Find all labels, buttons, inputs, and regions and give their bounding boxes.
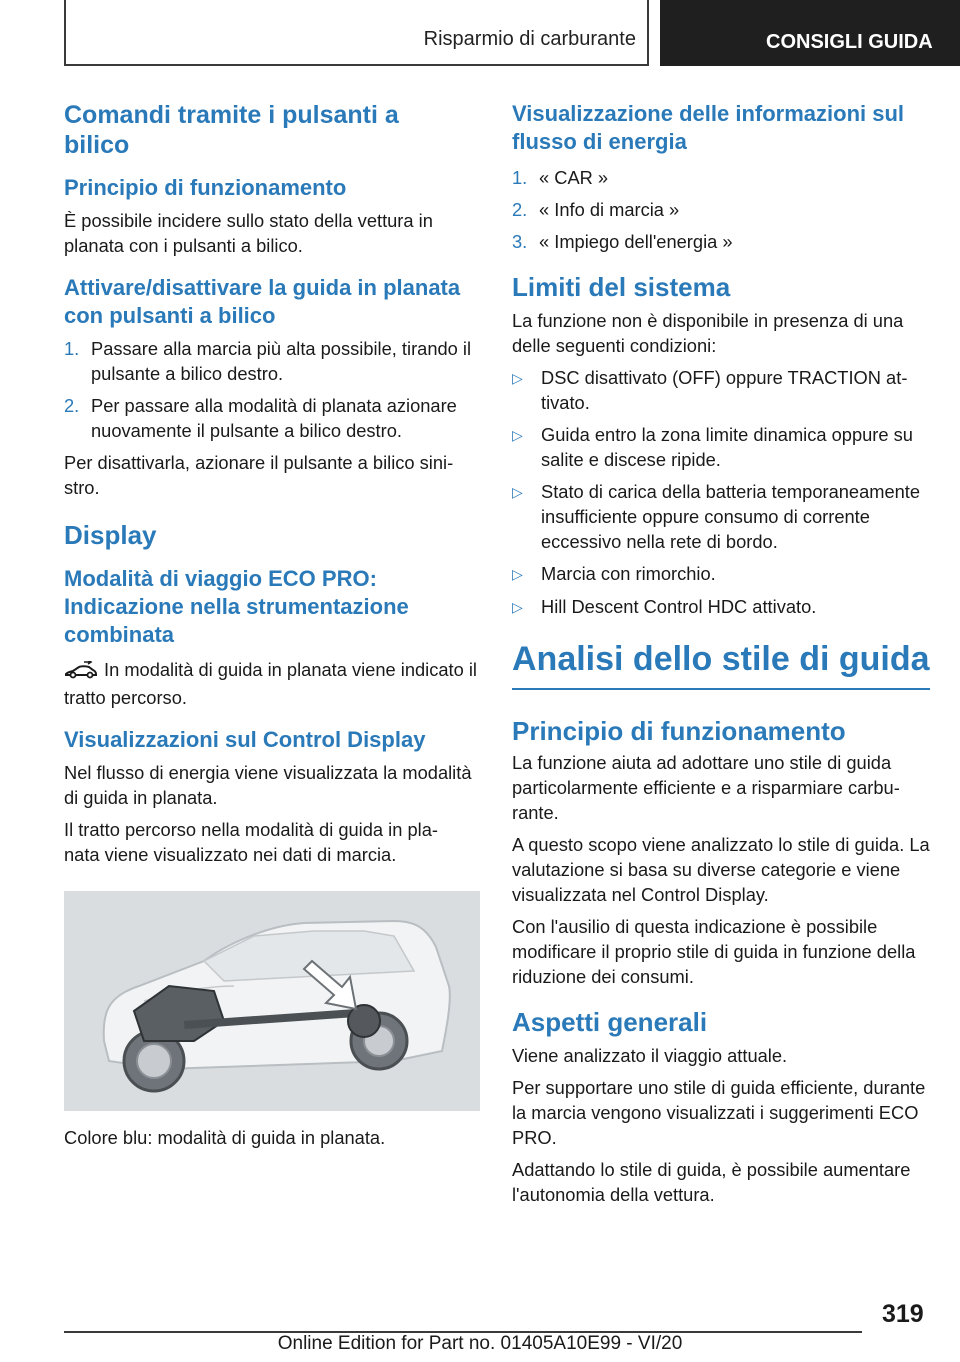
heading-analisi: Analisi dello stile di guida bbox=[512, 640, 930, 678]
para-disattivarla: Per disattivarla, azionare il pulsante a bilico sinistro. bbox=[64, 452, 454, 498]
triangle-bullet-icon: ▷ bbox=[512, 566, 523, 582]
para-aspetti-3: Adattando lo stile di guida, è possibile aumentare l'autonomia della vettura. bbox=[512, 1159, 911, 1205]
left-column bbox=[64, 100, 484, 1150]
triangle-bullet-icon: ▷ bbox=[512, 427, 523, 443]
list-item bbox=[512, 479, 930, 554]
condition-text: Guida entro la zona limite dinamica oppure su salite e discese ripide. bbox=[541, 424, 913, 470]
step-number: 1. bbox=[512, 167, 528, 188]
heading-comandi: Comandi tramite i pulsanti a bilico bbox=[64, 101, 399, 159]
para-visual-1: Nel flusso di energia viene visualizzata la modalità di guida in planata. bbox=[64, 762, 472, 808]
list-item bbox=[64, 393, 484, 443]
list-item bbox=[512, 229, 930, 254]
heading-attivare: Attivare/disattivare la guida in planata con pulsanti a bilico bbox=[64, 275, 461, 328]
para-limiti: La funzione non è disponibile in presenza di una delle seguenti condizioni: bbox=[512, 310, 904, 356]
car-illustration bbox=[64, 891, 480, 1111]
heading-modalita: Modalità di viaggio ECO PRO: Indicazione nella strumentazione combinata bbox=[64, 566, 409, 647]
chapter-tab-label: CONSIGLI GUIDA bbox=[766, 31, 933, 53]
step-number: 3. bbox=[512, 231, 528, 252]
list-item bbox=[512, 197, 930, 222]
para-aspetti-2: Per supportare uno stile di guida efficiente, durante la marcia vengono visualizzati i suggerimenti ECO PRO. bbox=[512, 1077, 926, 1148]
list-item bbox=[512, 365, 930, 415]
list-item bbox=[512, 561, 930, 587]
header-section-title: Risparmio di carburante bbox=[423, 28, 636, 50]
list-item bbox=[512, 422, 930, 472]
menu-path-list bbox=[512, 165, 930, 254]
header-bottom-rule bbox=[64, 64, 648, 66]
header-left-rule bbox=[64, 0, 66, 66]
heading-visual-cd: Visualizzazioni sul Control Display bbox=[64, 727, 426, 752]
heading-principio-right: Principio di funzionamento bbox=[512, 716, 846, 746]
header-right-rule bbox=[647, 0, 649, 66]
list-item bbox=[64, 336, 484, 386]
triangle-bullet-icon: ▷ bbox=[512, 370, 523, 386]
heading-display: Display bbox=[64, 520, 157, 550]
section-rule bbox=[512, 688, 930, 690]
coasting-car-icon bbox=[64, 660, 98, 685]
list-item bbox=[512, 594, 930, 620]
para-principio-1: La funzione aiuta ad adottare uno stile di guida particolarmente efficiente e a risparmiare carburante. bbox=[512, 752, 900, 823]
condition-text: DSC disattivato (OFF) oppure TRACTION attivato. bbox=[541, 367, 908, 413]
right-column bbox=[512, 100, 930, 1207]
condition-text: Hill Descent Control HDC attivato. bbox=[541, 596, 817, 617]
triangle-bullet-icon: ▷ bbox=[512, 484, 523, 500]
step-number: 2. bbox=[64, 395, 80, 416]
steps-list bbox=[64, 336, 484, 443]
heading-principio-left: Principio di funzionamento bbox=[64, 175, 347, 200]
step-text: Per passare alla modalità di planata azionare nuovamente il pulsante a bilico destro. bbox=[91, 395, 457, 441]
condition-text: Stato di carica della batteria temporaneamente insufficiente oppure consumo di corrente eccessivo nella rete di bordo. bbox=[541, 481, 921, 552]
para-aspetti-1: Viene analizzato il viaggio attuale. bbox=[512, 1045, 788, 1066]
conditions-list bbox=[512, 365, 930, 620]
step-text: « Impiego dell'energia » bbox=[539, 231, 733, 252]
page-number: 319 bbox=[882, 1300, 924, 1328]
heading-visual-info: Visualizzazione delle informazioni sul flusso di energia bbox=[512, 101, 905, 154]
step-text: « CAR » bbox=[539, 167, 609, 188]
image-caption: Colore blu: modalità di guida in planata. bbox=[64, 1127, 386, 1148]
para-visual-2: Il tratto percorso nella modalità di guida in planata viene visualizzato nei dati di marcia. bbox=[64, 819, 438, 865]
heading-limiti: Limiti del sistema bbox=[512, 272, 731, 302]
para-modalita bbox=[64, 657, 484, 710]
footer-edition: Online Edition for Part no. 01405A10E99 - VI/20 bbox=[277, 1333, 683, 1354]
step-number: 1. bbox=[64, 338, 80, 359]
step-number: 2. bbox=[512, 199, 528, 220]
triangle-bullet-icon: ▷ bbox=[512, 599, 523, 615]
step-text: « Info di marcia » bbox=[539, 199, 680, 220]
para-principio-3: Con l'ausilio di questa indicazione è possibile modificare il proprio stile di guida in funzione della riduzione dei consumi. bbox=[512, 916, 916, 987]
condition-text: Marcia con rimorchio. bbox=[541, 563, 716, 584]
para-principio-2: A questo scopo viene analizzato lo stile di guida. La valutazione si basa su diverse categorie e viene visualizzata nel Control Display. bbox=[512, 834, 930, 905]
heading-aspetti: Aspetti generali bbox=[512, 1007, 708, 1037]
list-item bbox=[512, 165, 930, 190]
step-text: Passare alla marcia più alta possibile, tirando il pulsante a bilico destro. bbox=[91, 338, 472, 384]
para-principio-left: È possibile incidere sullo stato della vettura in planata con i pulsanti a bilico. bbox=[64, 210, 433, 256]
para-modalita-text: In modalità di guida in planata viene indicato il tratto percorso. bbox=[64, 659, 477, 708]
chapter-tab bbox=[660, 0, 960, 66]
